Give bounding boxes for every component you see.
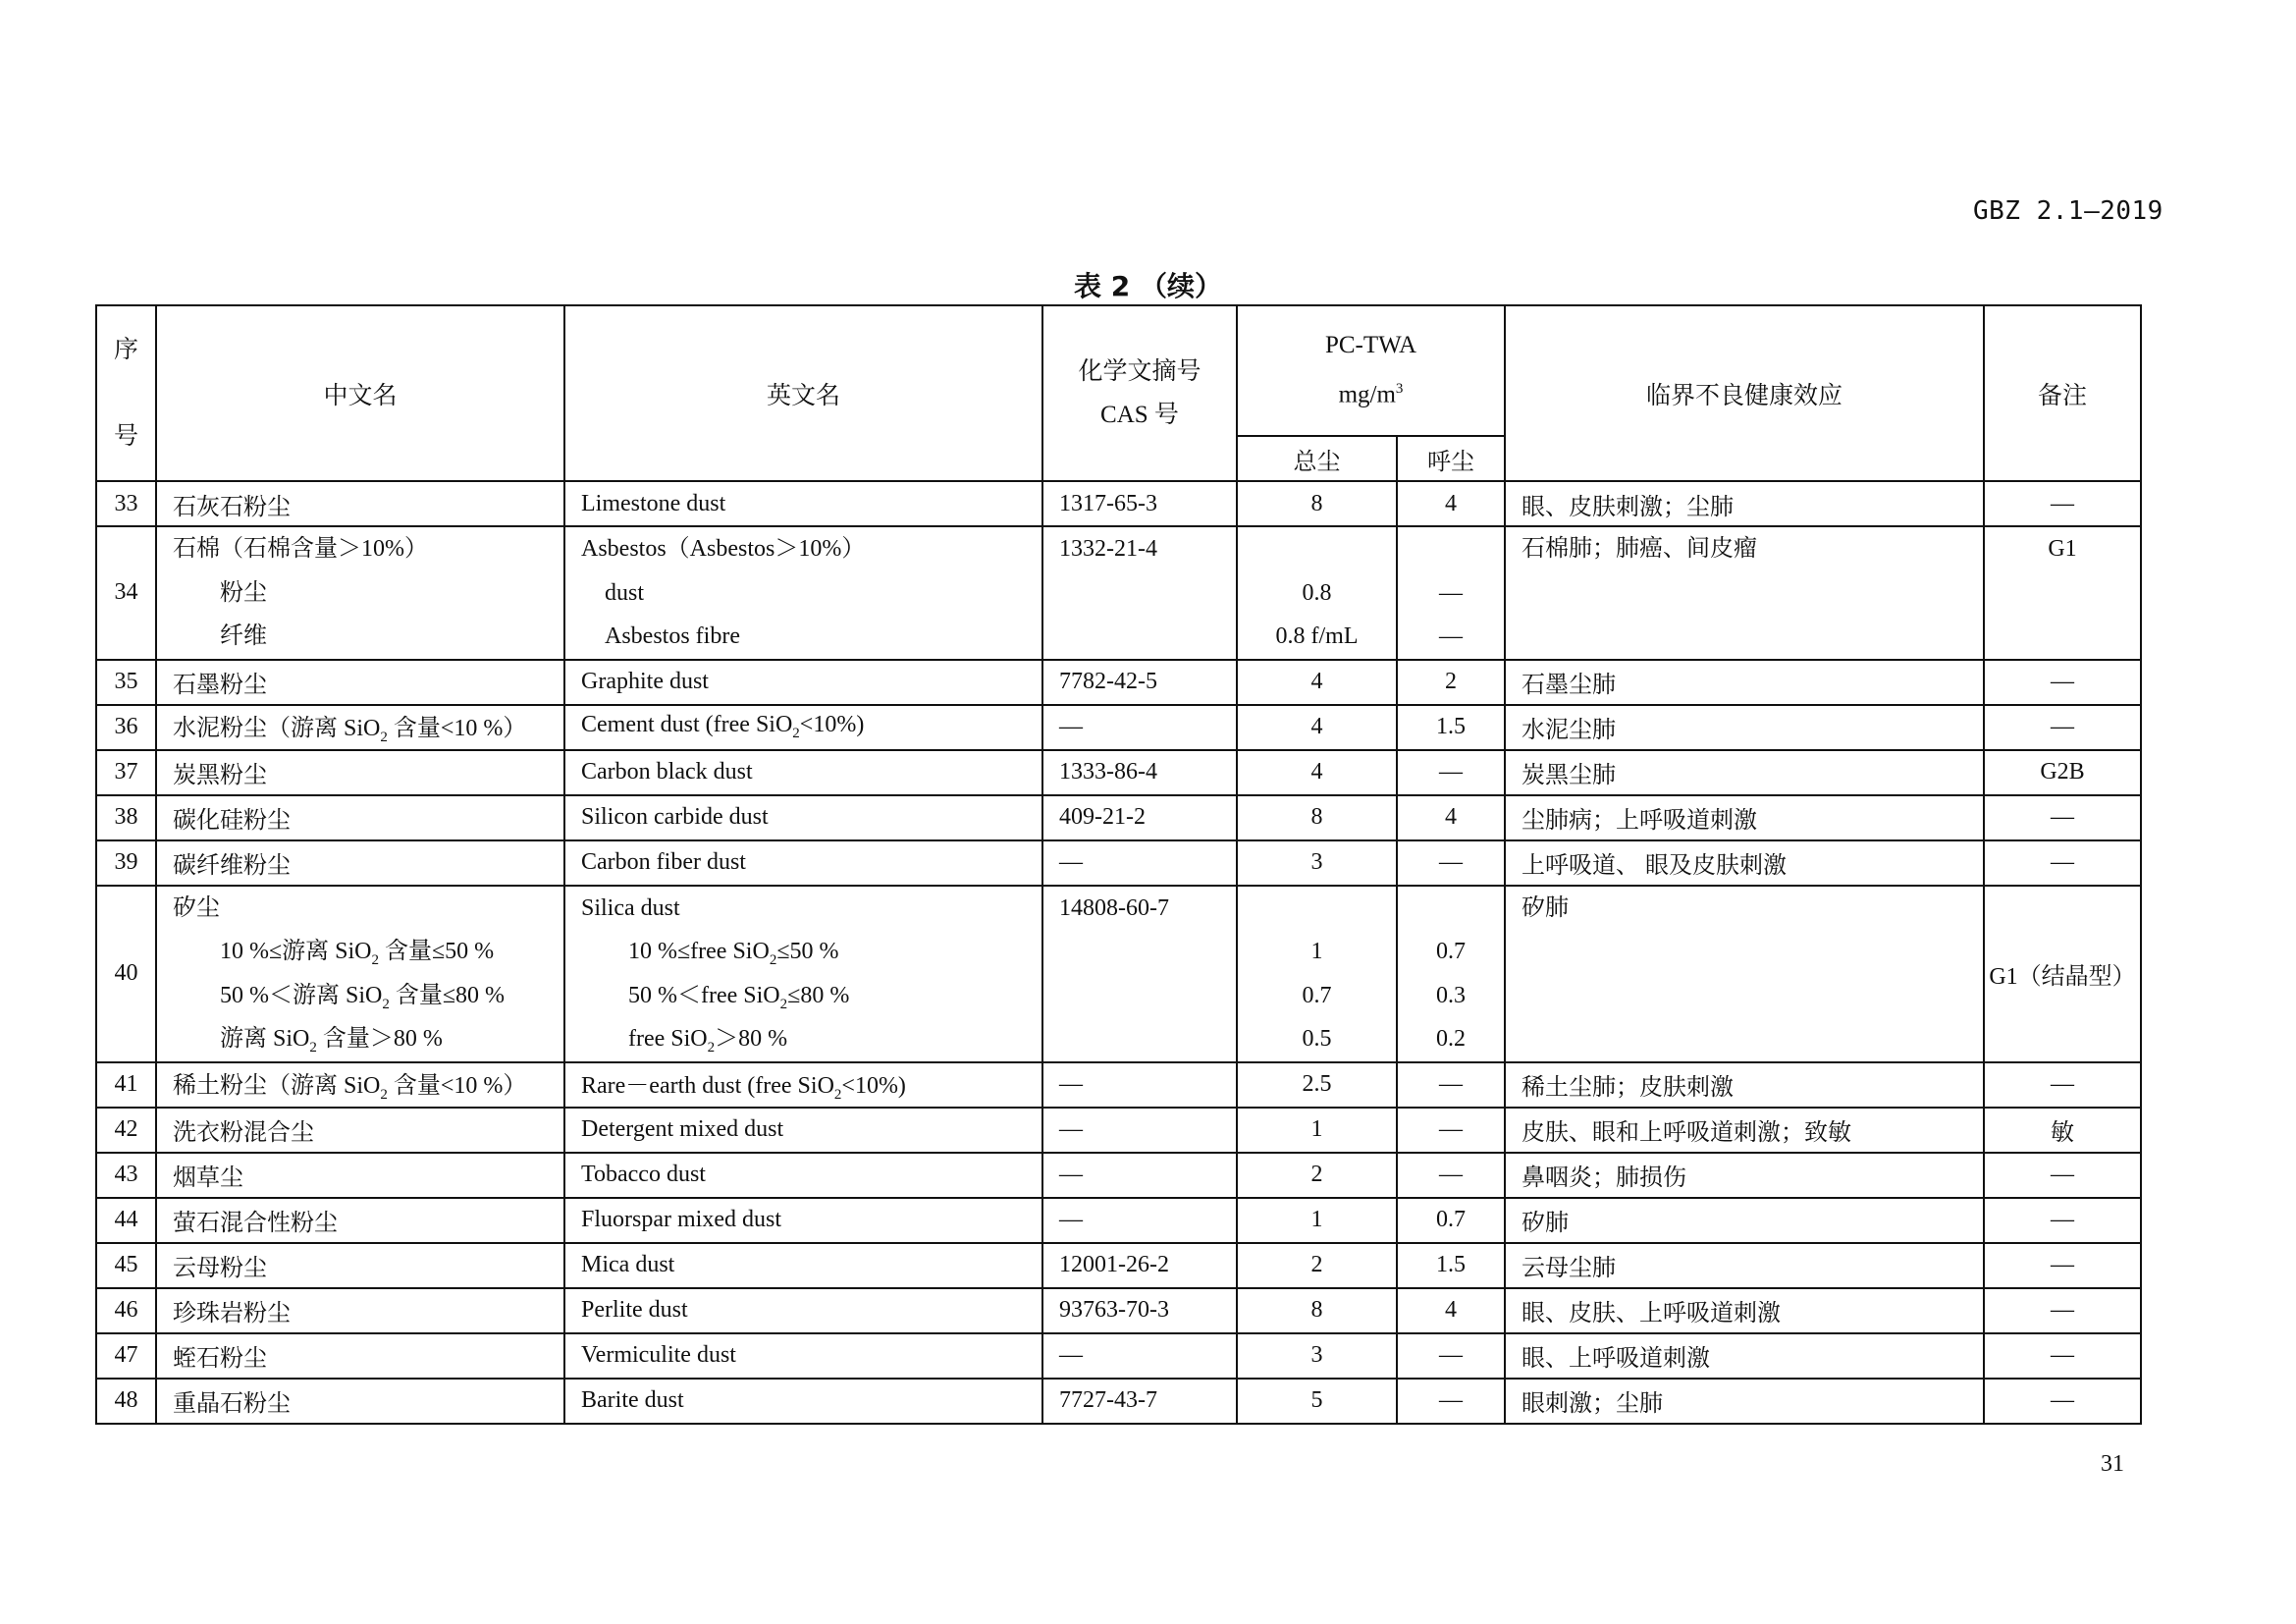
cell-total: 2.5 [1237, 1062, 1397, 1108]
cell-effect: 石墨尘肺 [1505, 660, 1984, 705]
cell-no: 38 [96, 795, 156, 840]
cell-effect: 上呼吸道、 眼及皮肤刺激 [1505, 840, 1984, 886]
cell-cas: — [1042, 1108, 1237, 1153]
cell-no: 44 [96, 1198, 156, 1243]
cell-effect: 石棉肺；肺癌、间皮瘤 [1505, 526, 1984, 660]
table-row [96, 705, 2141, 750]
cell-cas: — [1042, 840, 1237, 886]
cell-zh: 萤石混合性粉尘 [156, 1198, 564, 1243]
cell-en: Mica dust [564, 1243, 1042, 1288]
col-pctwa-header: PC-TWA $mg/m^3$ [1237, 305, 1505, 436]
cell-no: 48 [96, 1379, 156, 1424]
cell-resp: — [1397, 750, 1505, 795]
cell-zh: 稀土粉尘（游离 SiO$_2$ 含量<10 %） [156, 1062, 564, 1108]
cell-zh: 矽尘 10 %≤游离 SiO$_2$ 含量≤50 % 50 %＜游离 SiO$_2$ 含量≤80 % 游离 SiO$_2$ 含量＞80 % [156, 886, 564, 1062]
cell-no: 47 [96, 1333, 156, 1379]
cell-zh: 炭黑粉尘 [156, 750, 564, 795]
table-row [96, 1333, 2141, 1379]
table-row [96, 1198, 2141, 1243]
cell-effect: 矽肺 [1505, 886, 1984, 1062]
cell-resp: 2 [1397, 660, 1505, 705]
cell-cas: 1317-65-3 [1042, 481, 1237, 526]
cell-cas: — [1042, 1062, 1237, 1108]
cell-remark: — [1984, 840, 2141, 886]
cell-effect: 水泥尘肺 [1505, 705, 1984, 750]
col-seq-header: 序 号 [96, 305, 156, 481]
cell-effect: 皮肤、眼和上呼吸道刺激；致敏 [1505, 1108, 1984, 1153]
cell-effect: 鼻咽炎；肺损伤 [1505, 1153, 1984, 1198]
cell-effect: 眼刺激；尘肺 [1505, 1379, 1984, 1424]
cell-cas: — [1042, 1153, 1237, 1198]
cell-no: 36 [96, 705, 156, 750]
cell-resp: — [1397, 1153, 1505, 1198]
cell-total: 8 [1237, 481, 1397, 526]
cell-no: 46 [96, 1288, 156, 1333]
cell-en: Barite dust [564, 1379, 1042, 1424]
cell-resp: — — [1397, 526, 1505, 660]
cell-en: Limestone dust [564, 481, 1042, 526]
cell-resp: 1.5 [1397, 1243, 1505, 1288]
cell-no: 35 [96, 660, 156, 705]
cell-cas: 409-21-2 [1042, 795, 1237, 840]
cell-total: 4 [1237, 660, 1397, 705]
col-effects-header: 临界不良健康效应 [1505, 305, 1984, 481]
cell-no: 43 [96, 1153, 156, 1198]
cell-total: 4 [1237, 750, 1397, 795]
cell-total: 3 [1237, 1333, 1397, 1379]
cell-resp: 0.7 [1397, 1198, 1505, 1243]
cell-resp: 1.5 [1397, 705, 1505, 750]
table-row [96, 1062, 2141, 1108]
cell-en: Cement dust (free SiO$_2$<10%) [564, 705, 1042, 750]
header-row [96, 305, 2141, 436]
cell-no: 33 [96, 481, 156, 526]
col-total-dust-header: 总尘 [1237, 436, 1397, 481]
cell-cas: 7782-42-5 [1042, 660, 1237, 705]
cell-resp: — [1397, 1062, 1505, 1108]
cell-remark: G2B [1984, 750, 2141, 795]
cell-no: 34 [96, 526, 156, 660]
dust-limits-table [95, 304, 2142, 1425]
cell-effect: 矽肺 [1505, 1198, 1984, 1243]
cell-cas: 12001-26-2 [1042, 1243, 1237, 1288]
cell-zh: 重晶石粉尘 [156, 1379, 564, 1424]
col-resp-dust-header: 呼尘 [1397, 436, 1505, 481]
table-row [96, 660, 2141, 705]
cell-zh: 洗衣粉混合尘 [156, 1108, 564, 1153]
cell-en: Perlite dust [564, 1288, 1042, 1333]
cell-remark: — [1984, 1198, 2141, 1243]
cell-no: 41 [96, 1062, 156, 1108]
cell-no: 42 [96, 1108, 156, 1153]
table-row [96, 1153, 2141, 1198]
cell-en: Vermiculite dust [564, 1333, 1042, 1379]
cell-zh: 烟草尘 [156, 1153, 564, 1198]
cell-cas: 1332-21-4 [1042, 526, 1237, 660]
cell-cas: — [1042, 705, 1237, 750]
document-code: GBZ 2.1—2019 [1973, 196, 2163, 226]
table-row [96, 750, 2141, 795]
cell-no: 40 [96, 886, 156, 1062]
cell-cas: 93763-70-3 [1042, 1288, 1237, 1333]
cell-remark: — [1984, 795, 2141, 840]
cell-effect: 尘肺病；上呼吸道刺激 [1505, 795, 1984, 840]
cell-zh: 珍珠岩粉尘 [156, 1288, 564, 1333]
cell-no: 37 [96, 750, 156, 795]
cell-effect: 眼、上呼吸道刺激 [1505, 1333, 1984, 1379]
cell-remark: — [1984, 705, 2141, 750]
cell-total: 8 [1237, 795, 1397, 840]
col-remarks-header: 备注 [1984, 305, 2141, 481]
cell-total: 8 [1237, 1288, 1397, 1333]
cell-remark: — [1984, 1288, 2141, 1333]
cell-remark: — [1984, 1379, 2141, 1424]
table-row [96, 840, 2141, 886]
table-row [96, 526, 2141, 660]
cell-remark: — [1984, 1243, 2141, 1288]
cell-resp: 4 [1397, 795, 1505, 840]
cell-en: Silica dust 10 %≤free SiO$_2$≤50 % 50 %＜free SiO$_2$≤80 % free SiO$_2$＞80 % [564, 886, 1042, 1062]
cell-effect: 眼、皮肤、上呼吸道刺激 [1505, 1288, 1984, 1333]
cell-cas: — [1042, 1333, 1237, 1379]
cell-en: Graphite dust [564, 660, 1042, 705]
col-en-name-header: 英文名 [564, 305, 1042, 481]
cell-remark: G1（结晶型） [1984, 886, 2141, 1062]
cell-en: Carbon fiber dust [564, 840, 1042, 886]
col-cas-header: 化学文摘号 CAS 号 [1042, 305, 1237, 481]
col-zh-name-header: 中文名 [156, 305, 564, 481]
cell-effect: 云母尘肺 [1505, 1243, 1984, 1288]
table-row [96, 1108, 2141, 1153]
cell-resp: — [1397, 1333, 1505, 1379]
cell-remark: — [1984, 1333, 2141, 1379]
cell-effect: 眼、皮肤刺激；尘肺 [1505, 481, 1984, 526]
cell-en: Tobacco dust [564, 1153, 1042, 1198]
cell-remark: 敏 [1984, 1108, 2141, 1153]
cell-resp: 4 [1397, 481, 1505, 526]
cell-total: 1 0.7 0.5 [1237, 886, 1397, 1062]
cell-remark: — [1984, 1062, 2141, 1108]
cell-total: 1 [1237, 1198, 1397, 1243]
cell-remark: — [1984, 660, 2141, 705]
cell-cas: — [1042, 1198, 1237, 1243]
table-row [96, 1243, 2141, 1288]
cell-resp: 4 [1397, 1288, 1505, 1333]
table-caption: 表 2 （续） [1074, 270, 1222, 302]
cell-en: Silicon carbide dust [564, 795, 1042, 840]
cell-resp: — [1397, 1108, 1505, 1153]
cell-zh: 石棉（石棉含量＞10%） 粉尘 纤维 [156, 526, 564, 660]
cell-resp: — [1397, 1379, 1505, 1424]
cell-zh: 蛭石粉尘 [156, 1333, 564, 1379]
cell-cas: 1333-86-4 [1042, 750, 1237, 795]
cell-en: Detergent mixed dust [564, 1108, 1042, 1153]
cell-total: 2 [1237, 1243, 1397, 1288]
cell-remark: — [1984, 481, 2141, 526]
cell-zh: 石灰石粉尘 [156, 481, 564, 526]
table-row [96, 795, 2141, 840]
cell-effect: 稀土尘肺；皮肤刺激 [1505, 1062, 1984, 1108]
table-row [96, 1288, 2141, 1333]
table-row [96, 481, 2141, 526]
cell-zh: 水泥粉尘（游离 SiO$_2$ 含量<10 %） [156, 705, 564, 750]
cell-total: 4 [1237, 705, 1397, 750]
cell-remark: G1 [1984, 526, 2141, 660]
cell-cas: 7727-43-7 [1042, 1379, 1237, 1424]
cell-total: 0.8 0.8 f/mL [1237, 526, 1397, 660]
cell-zh: 石墨粉尘 [156, 660, 564, 705]
table-row [96, 886, 2141, 1062]
cell-en: Fluorspar mixed dust [564, 1198, 1042, 1243]
cell-en: Rare－earth dust (free SiO$_2$<10%) [564, 1062, 1042, 1108]
cell-resp: — [1397, 840, 1505, 886]
cell-effect: 炭黑尘肺 [1505, 750, 1984, 795]
cell-resp: 0.7 0.3 0.2 [1397, 886, 1505, 1062]
cell-total: 1 [1237, 1108, 1397, 1153]
cell-no: 39 [96, 840, 156, 886]
cell-zh: 云母粉尘 [156, 1243, 564, 1288]
cell-remark: — [1984, 1153, 2141, 1198]
cell-no: 45 [96, 1243, 156, 1288]
cell-total: 5 [1237, 1379, 1397, 1424]
cell-total: 2 [1237, 1153, 1397, 1198]
cell-en: Asbestos（Asbestos＞10%） dust Asbestos fibre [564, 526, 1042, 660]
table-row [96, 1379, 2141, 1424]
cell-zh: 碳纤维粉尘 [156, 840, 564, 886]
page-number: 31 [2101, 1451, 2124, 1477]
cell-cas: 14808-60-7 [1042, 886, 1237, 1062]
cell-en: Carbon black dust [564, 750, 1042, 795]
cell-zh: 碳化硅粉尘 [156, 795, 564, 840]
cell-total: 3 [1237, 840, 1397, 886]
